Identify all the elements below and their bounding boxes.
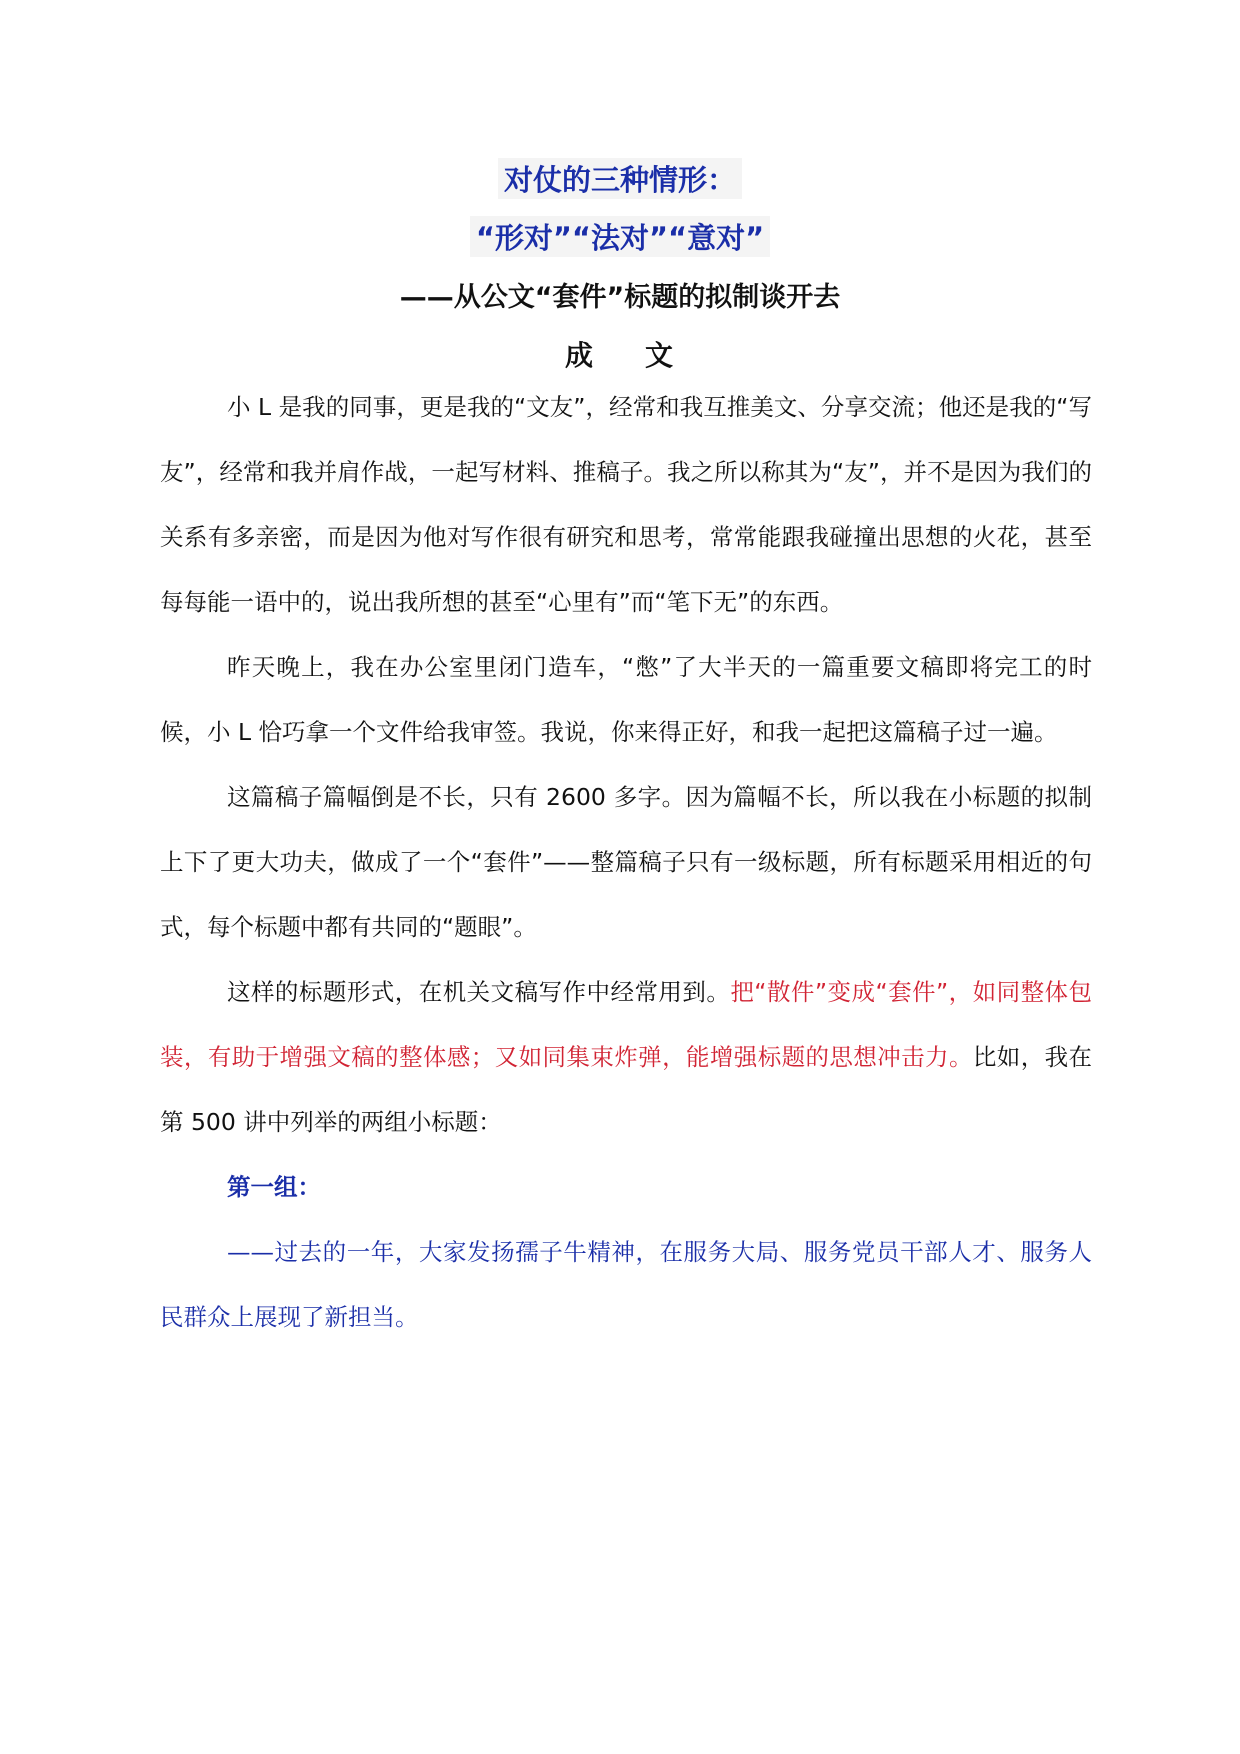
paragraph-4-outro: 比如，我在第 500 讲中列举的两组小标题： — [160, 1043, 1093, 1136]
title-line-2-text: “形对”“法对”“意对” — [470, 216, 770, 257]
author-name-part-2: 文 — [645, 339, 676, 372]
paragraph-3: 这篇稿子篇幅倒是不长，只有 2600 多字。因为篇幅不长，所以我在小标题的拟制上下了更大功夫，做成了一个“套件”——整篇稿子只有一级标题，所有标题采用相近的句式，每个标题中都有共同的“题眼”。 — [160, 783, 1092, 941]
title-line-2 — [0, 216, 1240, 257]
author-name-part-1: 成 — [564, 339, 595, 372]
paragraph-4 — [160, 960, 1092, 1155]
subtitle — [0, 275, 1240, 314]
title-line-1-text: 对仗的三种情形： — [498, 158, 742, 199]
group-1-label: 第一组： — [227, 1173, 321, 1201]
title-line-1 — [0, 158, 1240, 199]
paragraph-2: 昨天晚上，我在办公室里闭门造车，“憋”了大半天的一篇重要文稿即将完工的时候，小 L 恰巧拿一个文件给我审签。我说，你来得正好，和我一起把这篇稿子过一遍。 — [160, 653, 1092, 746]
paragraph-4-emphasis: 把“散件”变成“套件”，如同整体包装，有助于增强文稿的整体感；又如同集束炸弹，能增强标题的思想冲击力。 — [160, 978, 1093, 1071]
paragraph-1: 小 L 是我的同事，更是我的“文友”，经常和我互推美文、分享交流；他还是我的“写友”，经常和我并肩作战，一起写材料、推稿子。我之所以称其为“友”，并不是因为我们的关系有多亲密，而是因为他对写作很有研究和思考，常常能跟我碰撞出思想的火花，甚至每每能一语中的，说出我所想的甚至“心里有”而“笔下无”的东西。 — [160, 393, 1092, 616]
subtitle-text: ——从公文“套件”标题的拟制谈开去 — [399, 282, 841, 313]
group-1-item-1: ——过去的一年，大家发扬孺子牛精神，在服务大局、服务党员干部人才、服务人民群众上展现了新担当。 — [160, 1238, 1092, 1331]
paragraph-4-intro: 这样的标题形式，在机关文稿写作中经常用到。 — [227, 978, 731, 1006]
author-byline — [0, 334, 1240, 374]
article-body — [160, 375, 1092, 1350]
